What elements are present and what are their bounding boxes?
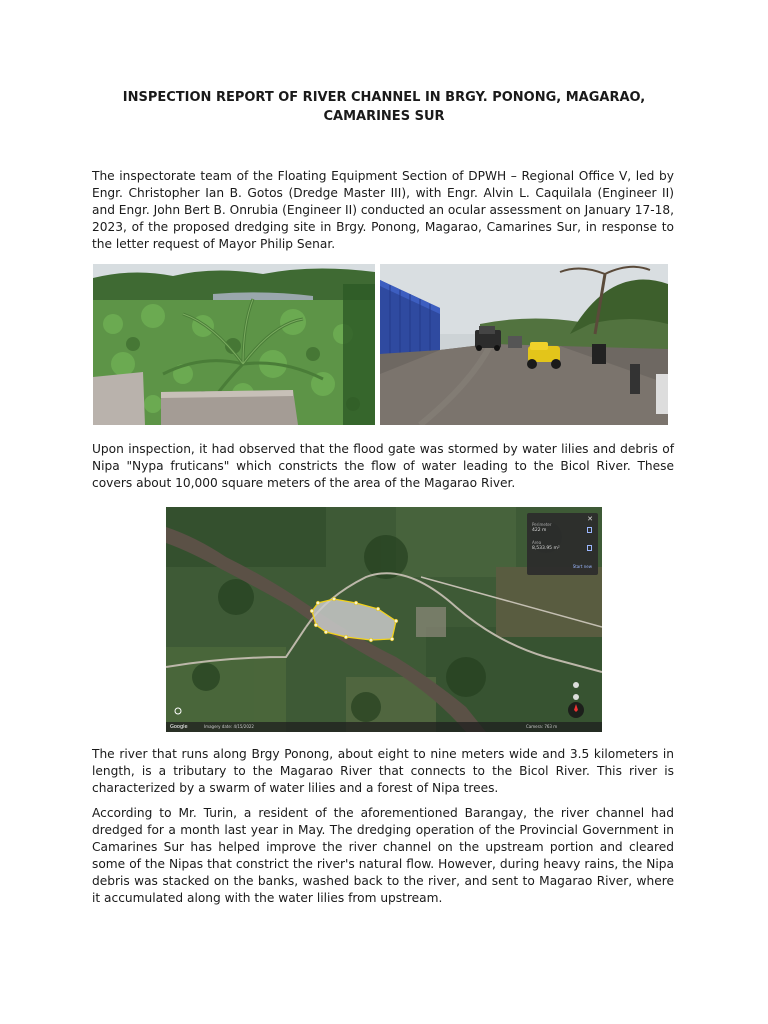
satellite-map (166, 507, 602, 732)
measurement-panel (527, 513, 598, 575)
map-footer-camera: Camera: 763 m (526, 724, 558, 729)
copy-perimeter-icon[interactable] (587, 527, 592, 533)
report-title-line1: INSPECTION REPORT OF RIVER CHANNEL IN BRGY. PONONG, MAGARAO, (122, 90, 646, 105)
photo-road-site (380, 264, 668, 425)
paragraph-intro: The inspectorate team of the Floating Equipment Section of DPWH – Regional Office V, led by Engr. Christopher Ian B. Gotos (Dredge Master III), with Engr. Alvin L. Caquilala (Engineer II) and Engr. John Bert B. Onrubia (Engineer II) conducted an ocular assessment on January 17-18, 2023, of the proposed dredging site in Brgy. Ponong, Magarao, Camarines Sur, in response to the letter request of Mayor Philip Senar. (92, 169, 674, 251)
report-title (92, 88, 676, 126)
copy-area-icon[interactable] (587, 545, 592, 551)
perimeter-label: Perimeter (532, 522, 552, 527)
map-footer-brand: Google (170, 724, 188, 730)
report-title-line2: CAMARINES SUR (323, 109, 445, 124)
paragraph-river-description: The river that runs along Brgy Ponong, about eight to nine meters wide and 3.5 kilometers in length, is a tributary to the Magarao River that connects to the Bicol River. This river is characterized by a swarm of water lilies and a forest of Nipa trees. (92, 747, 674, 795)
perimeter-value: 422 m (532, 528, 547, 533)
map-footer-imagery: Imagery date: 4/15/2022 (204, 724, 254, 729)
area-label: Area (532, 540, 542, 545)
photo-water-lilies (93, 264, 375, 425)
paragraph-findings: Upon inspection, it had observed that the flood gate was stormed by water lilies and debris of Nipa "Nypa fruticans" which constricts the flow of water leading to the Bicol River. These covers about 10,000 square meters of the area of the Magarao River. (92, 442, 674, 490)
area-value: 8,533.95 m² (532, 546, 560, 551)
start-new-button[interactable]: Start new (572, 564, 592, 569)
paragraph-resident-account: According to Mr. Turin, a resident of the aforementioned Barangay, the river channel had dredged for a month last year in May. The dredging operation of the Provincial Government in Camarines Sur has helped improve the river channel on the upstream portion and cleared some of the Nipas that constrict the river's natural flow. However, during heavy rains, the Nipa debris was stacked on the banks, washed back to the river, and sent to Magarao River, where it accumulated along with the water lilies from upstream. (92, 806, 674, 905)
close-icon[interactable]: ✕ (587, 515, 593, 523)
